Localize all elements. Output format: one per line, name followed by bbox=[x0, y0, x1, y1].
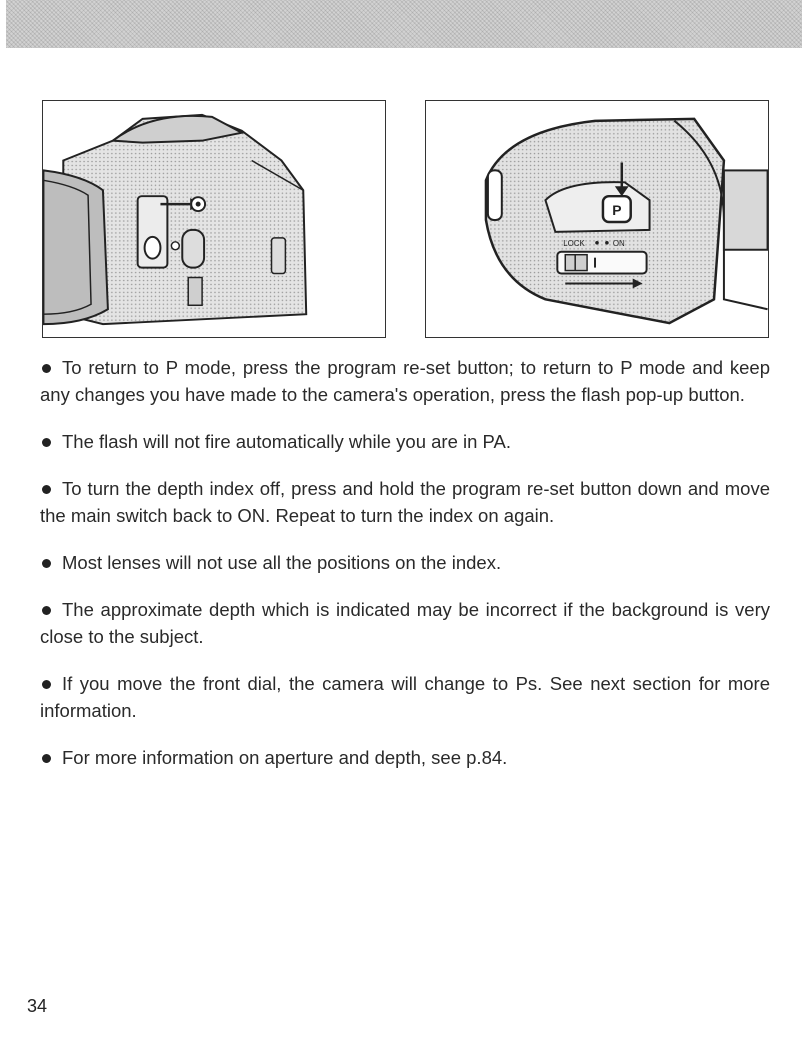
note-item bbox=[40, 549, 770, 576]
bullet-icon bbox=[42, 438, 51, 447]
note-item bbox=[40, 354, 770, 408]
page-number: 34 bbox=[27, 996, 48, 1016]
figure-camera-side bbox=[42, 100, 386, 338]
note-text: The flash will not fire automatically while you are in PA. bbox=[62, 431, 511, 452]
note-item bbox=[40, 596, 770, 650]
bullet-icon bbox=[42, 754, 51, 763]
note-item bbox=[40, 428, 770, 455]
program-button-label: P bbox=[612, 202, 622, 219]
note-text: Most lenses will not use all the positions on the index. bbox=[62, 552, 502, 573]
figure-program-button bbox=[425, 100, 769, 338]
camera-side-illustration bbox=[43, 101, 385, 337]
program-button-illustration bbox=[426, 101, 768, 337]
bullet-icon bbox=[42, 559, 51, 568]
bullet-icon bbox=[42, 364, 51, 373]
note-text: The approximate depth which is indicated may be incorrect if the background is very close to the subject. bbox=[40, 599, 770, 647]
bullet-icon bbox=[42, 680, 51, 689]
notes-list bbox=[40, 354, 770, 791]
bullet-icon bbox=[42, 606, 51, 615]
note-text: For more information on aperture and depth, see p.84. bbox=[62, 747, 508, 768]
note-item bbox=[40, 670, 770, 724]
note-item bbox=[40, 475, 770, 529]
header-band bbox=[6, 0, 802, 48]
switch-lock-label: LOCK bbox=[563, 238, 585, 248]
bullet-icon bbox=[42, 485, 51, 494]
note-item bbox=[40, 744, 770, 771]
note-text: To return to P mode, press the program re-set button; to return to P mode and keep any changes you have made to the camera's operation, press the flash pop-up button. bbox=[40, 357, 770, 405]
switch-on-label: ON bbox=[612, 238, 625, 248]
note-text: If you move the front dial, the camera will change to Ps. See next section for more information. bbox=[40, 673, 770, 721]
note-text: To turn the depth index off, press and hold the program re-set button down and move the main switch back to ON. Repeat to turn the index on again. bbox=[40, 478, 770, 526]
